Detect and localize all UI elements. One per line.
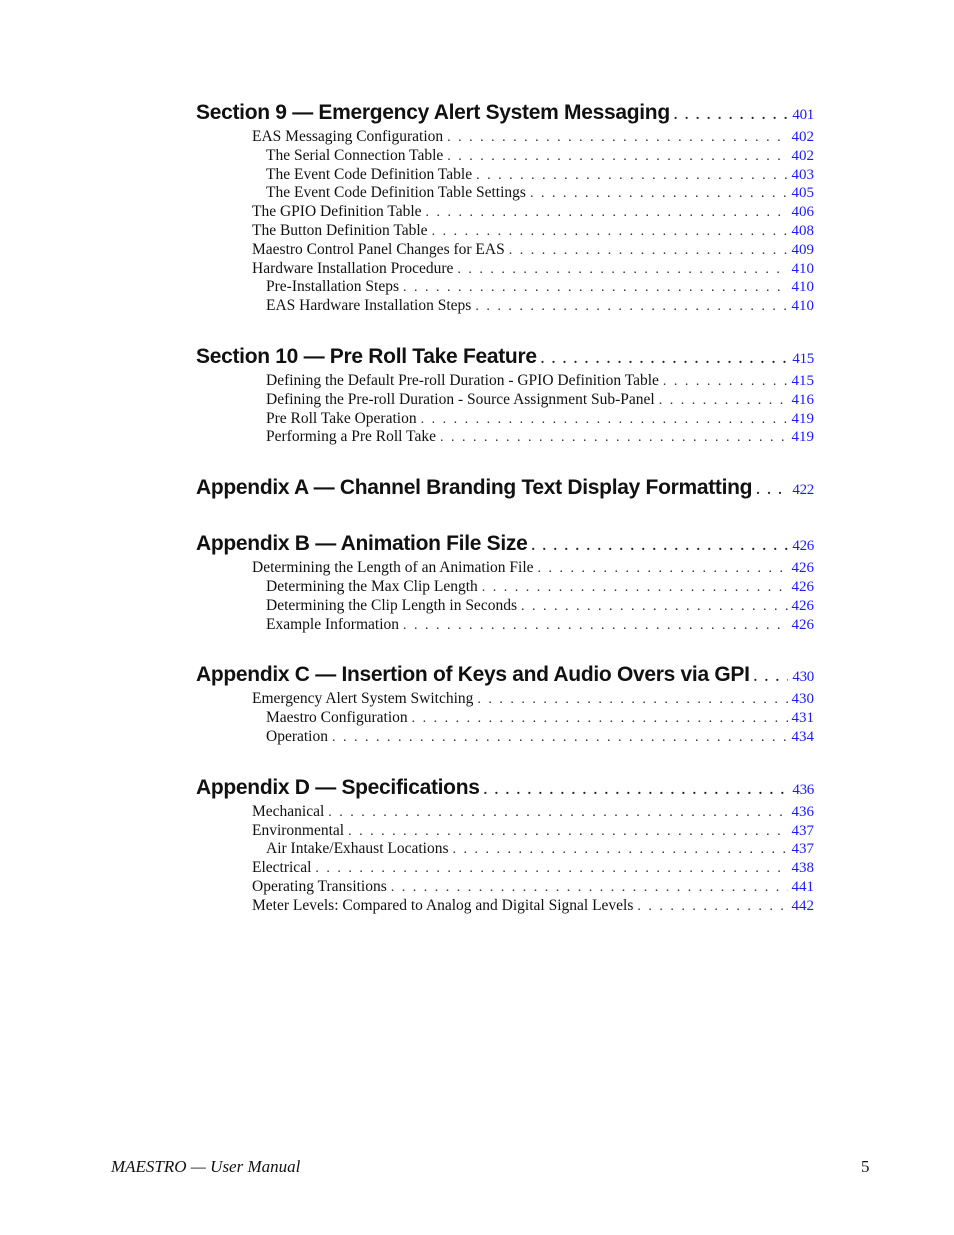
toc-entry-title: Defining the Pre-roll Duration - Source Assignment Sub-Panel (266, 390, 655, 408)
dot-leader (530, 185, 788, 203)
dot-leader (447, 148, 787, 166)
table-of-contents (196, 98, 814, 916)
toc-entry-title: Operation (266, 727, 328, 745)
toc-page-link[interactable]: 406 (791, 204, 814, 221)
toc-entry-title: Appendix C — Insertion of Keys and Audio Overs via GPI (196, 663, 750, 687)
toc-page-link[interactable]: 426 (792, 538, 814, 555)
footer-doc-title: MAESTRO — User Manual (111, 1157, 301, 1176)
dot-leader (475, 298, 787, 316)
toc-section-entry[interactable] (196, 660, 814, 690)
toc-section-entry[interactable] (196, 473, 814, 503)
toc-entry[interactable] (196, 241, 814, 260)
toc-entry-title: Maestro Configuration (266, 709, 408, 727)
toc-entry-title: Meter Levels: Compared to Analog and Digital Signal Levels (252, 896, 634, 914)
toc-entry-title: The Button Definition Table (252, 221, 428, 239)
dot-leader (432, 223, 788, 241)
dot-leader (756, 476, 788, 503)
toc-entry-title: Determining the Clip Length in Seconds (266, 596, 517, 614)
toc-entry[interactable] (196, 728, 814, 747)
toc-entry[interactable] (196, 709, 814, 728)
toc-entry[interactable] (196, 372, 814, 391)
toc-page-link[interactable]: 442 (791, 897, 814, 914)
dot-leader (348, 823, 787, 841)
toc-entry-title: Pre Roll Take Operation (266, 409, 417, 427)
dot-leader (332, 729, 788, 747)
toc-page-link[interactable]: 426 (791, 616, 814, 633)
toc-entry-title: Section 10 — Pre Roll Take Feature (196, 344, 537, 368)
toc-page-link[interactable]: 410 (791, 260, 814, 277)
dot-leader (477, 691, 787, 709)
dot-leader (637, 898, 787, 916)
toc-page-link[interactable]: 438 (791, 860, 814, 877)
toc-section-entry[interactable] (196, 98, 814, 128)
dot-leader (421, 411, 788, 429)
toc-page-link[interactable]: 426 (791, 560, 814, 577)
toc-page-link[interactable]: 441 (791, 878, 814, 895)
toc-page-link[interactable]: 437 (791, 822, 814, 839)
toc-section-entry[interactable] (196, 773, 814, 803)
toc-entry[interactable] (196, 897, 814, 916)
toc-page-link[interactable]: 401 (792, 107, 814, 123)
toc-entry[interactable] (196, 878, 814, 897)
toc-entry-title: The Event Code Definition Table (266, 165, 473, 183)
toc-page-link[interactable]: 410 (791, 298, 814, 315)
toc-page-link[interactable]: 437 (791, 841, 814, 858)
toc-entry-title: Pre-Installation Steps (266, 278, 400, 296)
dot-leader (447, 129, 787, 147)
toc-entry-title: EAS Hardware Installation Steps (266, 297, 472, 315)
toc-entry-title: The Event Code Definition Table Settings (266, 184, 526, 202)
toc-page-link[interactable]: 426 (791, 597, 814, 614)
toc-entry-title: Hardware Installation Procedure (252, 259, 454, 277)
toc-entry[interactable] (196, 222, 814, 241)
toc-page-link[interactable]: 436 (791, 803, 814, 820)
toc-entry[interactable] (196, 822, 814, 841)
toc-entry-title: Air Intake/Exhaust Locations (266, 840, 449, 858)
toc-entry-title: Determining the Length of an Animation File (252, 559, 534, 577)
toc-page-link[interactable]: 430 (792, 669, 814, 686)
toc-entry[interactable] (196, 428, 814, 447)
dot-leader (403, 617, 788, 635)
toc-entry[interactable] (196, 410, 814, 429)
toc-page-link[interactable]: 436 (792, 781, 814, 798)
toc-entry[interactable] (196, 147, 814, 166)
toc-entry-title: Performing a Pre Roll Take (266, 428, 436, 446)
toc-entry[interactable] (196, 391, 814, 410)
toc-entry[interactable] (196, 203, 814, 222)
dot-leader (482, 579, 788, 597)
toc-entry[interactable] (196, 803, 814, 822)
dot-leader (476, 167, 787, 185)
toc-entry[interactable] (196, 128, 814, 147)
dot-leader (412, 710, 788, 728)
toc-entry-title: Electrical (252, 859, 312, 877)
toc-entry[interactable] (196, 859, 814, 878)
toc-entry-title: Appendix B — Animation File Size (196, 532, 528, 556)
dot-leader (426, 204, 788, 222)
toc-entry-title: The GPIO Definition Table (252, 203, 422, 221)
toc-entry[interactable] (196, 278, 814, 297)
toc-entry-title: Section 9 — Emergency Alert System Messaging (196, 101, 670, 124)
toc-page-link[interactable]: 422 (792, 482, 814, 499)
toc-entry[interactable] (196, 690, 814, 709)
toc-page-link[interactable]: 430 (791, 691, 814, 708)
toc-page-link[interactable]: 410 (791, 279, 814, 296)
toc-entry-title: Defining the Default Pre-roll Duration - GPIO Definition Table (266, 371, 659, 389)
dot-leader (659, 392, 788, 410)
toc-entry[interactable] (196, 260, 814, 279)
toc-entry[interactable] (196, 597, 814, 616)
toc-page-link[interactable]: 409 (791, 241, 814, 258)
toc-entry[interactable] (196, 578, 814, 597)
dot-leader (538, 560, 788, 578)
toc-entry-title: Environmental (252, 821, 345, 839)
toc-entry-title: Example Information (266, 615, 399, 633)
toc-page-link[interactable]: 405 (791, 185, 814, 202)
toc-entry-title: Mechanical (252, 802, 325, 820)
toc-page-link[interactable]: 434 (791, 728, 814, 745)
toc-entry[interactable] (196, 184, 814, 203)
toc-entry-title: Operating Transitions (252, 877, 387, 895)
toc-page-link[interactable]: 419 (791, 410, 814, 427)
dot-leader (328, 804, 787, 822)
toc-entry[interactable] (196, 840, 814, 859)
toc-entry-title: Maestro Control Panel Changes for EAS (252, 240, 505, 258)
dot-leader (403, 279, 787, 297)
dot-leader (674, 101, 789, 128)
dot-leader (509, 242, 788, 260)
toc-entry[interactable] (196, 166, 814, 185)
toc-page-link[interactable]: 415 (792, 350, 814, 367)
footer-page-number: 5 (861, 1157, 870, 1176)
dot-leader (391, 879, 788, 897)
toc-page-link[interactable]: 426 (791, 578, 814, 595)
dot-leader (532, 532, 789, 559)
toc-entry-title: Appendix D — Specifications (196, 775, 480, 799)
toc-entry[interactable] (196, 297, 814, 316)
dot-leader (457, 261, 787, 279)
toc-entry-title: Determining the Max Clip Length (266, 577, 478, 595)
toc-page-link[interactable]: 403 (791, 166, 814, 183)
toc-page-link[interactable]: 431 (791, 710, 814, 727)
toc-page-link[interactable]: 419 (791, 429, 814, 446)
dot-leader (453, 841, 788, 859)
dot-leader (521, 598, 788, 616)
dot-leader (484, 776, 789, 803)
toc-entry-title: Appendix A — Channel Branding Text Display Formatting (196, 476, 753, 500)
toc-page-link[interactable]: 415 (791, 372, 814, 389)
dot-leader (315, 860, 787, 878)
toc-page-link[interactable]: 408 (791, 222, 814, 239)
toc-page-link[interactable]: 416 (791, 391, 814, 408)
dot-leader (541, 345, 789, 372)
dot-leader (440, 429, 788, 447)
toc-entry[interactable] (196, 559, 814, 578)
toc-section-entry[interactable] (196, 529, 814, 559)
toc-page-link[interactable]: 402 (791, 147, 814, 164)
toc-entry-title: Emergency Alert System Switching (252, 690, 474, 708)
toc-entry[interactable] (196, 616, 814, 635)
toc-entry-title: The Serial Connection Table (266, 146, 444, 164)
dot-leader (663, 373, 788, 391)
toc-section-entry[interactable] (196, 342, 814, 372)
toc-entry-title: EAS Messaging Configuration (252, 128, 444, 145)
dot-leader (754, 663, 789, 690)
toc-page-link[interactable]: 402 (791, 129, 814, 145)
